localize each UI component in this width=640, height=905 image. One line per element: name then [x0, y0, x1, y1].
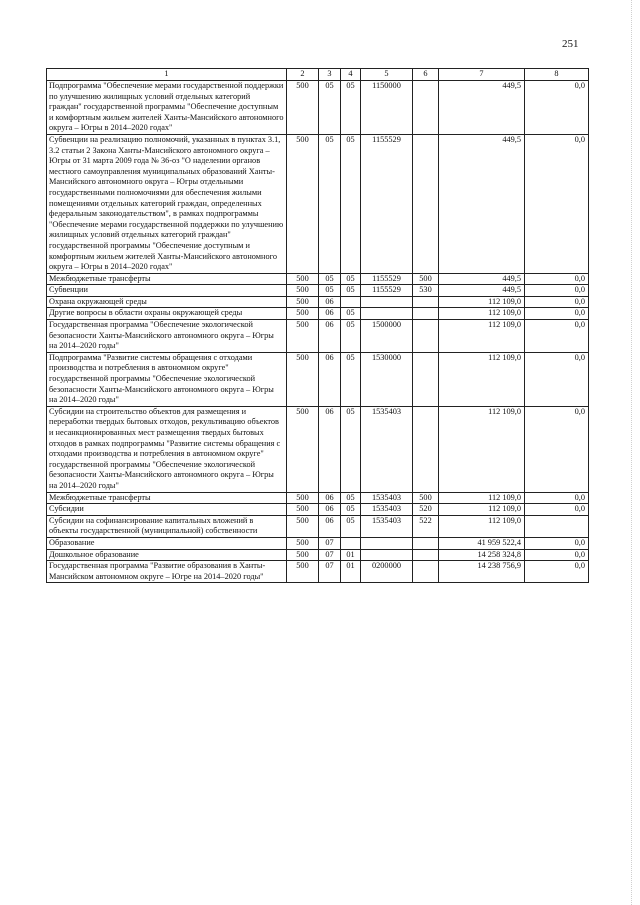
- subsection-cell: 05: [341, 320, 361, 353]
- section-cell: 06: [319, 320, 341, 353]
- target-article-cell: [361, 308, 413, 320]
- table-row: [47, 549, 589, 561]
- target-article-cell: 1155529: [361, 285, 413, 297]
- expense-type-cell: [413, 406, 439, 492]
- amount-cell: 449,5: [439, 134, 525, 273]
- amount-cell: 112 109,0: [439, 515, 525, 537]
- row-name-cell: Субвенции: [47, 285, 287, 297]
- row-name-cell: Подпрограмма "Развитие системы обращения с отходами производства и потребления в автономном округе" государственной программы "Обеспечение экологической безопасности Ханты-Мансийского автономного округа – Югры на 2014–2020 годы": [47, 352, 287, 406]
- subsection-cell: 05: [341, 504, 361, 516]
- admin-code-cell: 500: [287, 134, 319, 273]
- subsection-cell: 05: [341, 285, 361, 297]
- admin-code-cell: 500: [287, 273, 319, 285]
- expense-type-cell: [413, 308, 439, 320]
- admin-code-cell: 500: [287, 492, 319, 504]
- expense-type-cell: [413, 320, 439, 353]
- section-cell: 06: [319, 352, 341, 406]
- admin-code-cell: 500: [287, 549, 319, 561]
- amount-cell: 449,5: [439, 81, 525, 135]
- section-cell: 06: [319, 308, 341, 320]
- table-row: [47, 561, 589, 583]
- row-name-cell: Субсидии на софинансирование капитальных вложений в объекты государственной (муниципальной) собственности: [47, 515, 287, 537]
- column-header: 1: [47, 69, 287, 81]
- column-header: 6: [413, 69, 439, 81]
- table-body: [47, 81, 589, 583]
- subsection-cell: 05: [341, 406, 361, 492]
- target-article-cell: 1535403: [361, 492, 413, 504]
- federal-amount-cell: 0,0: [525, 273, 589, 285]
- admin-code-cell: 500: [287, 285, 319, 297]
- amount-cell: 41 959 522,4: [439, 537, 525, 549]
- expense-type-cell: 500: [413, 273, 439, 285]
- expense-type-cell: [413, 352, 439, 406]
- subsection-cell: 05: [341, 273, 361, 285]
- column-header: 3: [319, 69, 341, 81]
- federal-amount-cell: 0,0: [525, 549, 589, 561]
- amount-cell: 449,5: [439, 285, 525, 297]
- federal-amount-cell: 0,0: [525, 308, 589, 320]
- table-row: [47, 492, 589, 504]
- federal-amount-cell: [525, 515, 589, 537]
- amount-cell: 14 258 324,8: [439, 549, 525, 561]
- row-name-cell: Межбюджетные трансферты: [47, 492, 287, 504]
- admin-code-cell: 500: [287, 352, 319, 406]
- row-name-cell: Субсидии на строительство объектов для размещения и переработки твердых бытовых отходов, рекультивацию объектов и несанкционированных мест размещения твердых бытовых отходов в рамках подпрограммы "Развитие системы обращения с отходами производства и потребления в автономном округе" государственной программы "Обеспечение экологической безопасности Ханты-Мансийского автономного округа – Югры на 2014–2020 годы": [47, 406, 287, 492]
- admin-code-cell: 500: [287, 561, 319, 583]
- row-name-cell: Подпрограмма "Обеспечение мерами государственной поддержки по улучшению жилищных условий отдельных категорий граждан" государственной программы "Обеспечение доступным и комфортным жильем жителей Ханты-Мансийского автономного округа – Югры в 2014–2020 годах": [47, 81, 287, 135]
- section-cell: 06: [319, 296, 341, 308]
- section-cell: 07: [319, 549, 341, 561]
- target-article-cell: 1150000: [361, 81, 413, 135]
- amount-cell: 112 109,0: [439, 296, 525, 308]
- admin-code-cell: 500: [287, 296, 319, 308]
- table-row: [47, 406, 589, 492]
- expense-type-cell: [413, 549, 439, 561]
- subsection-cell: [341, 296, 361, 308]
- row-name-cell: Субсидии: [47, 504, 287, 516]
- expense-type-cell: [413, 537, 439, 549]
- federal-amount-cell: 0,0: [525, 320, 589, 353]
- expense-type-cell: 500: [413, 492, 439, 504]
- subsection-cell: 05: [341, 492, 361, 504]
- federal-amount-cell: 0,0: [525, 296, 589, 308]
- table-row: [47, 285, 589, 297]
- subsection-cell: 05: [341, 352, 361, 406]
- section-cell: 06: [319, 504, 341, 516]
- row-name-cell: Образование: [47, 537, 287, 549]
- target-article-cell: [361, 537, 413, 549]
- subsection-cell: 05: [341, 515, 361, 537]
- row-name-cell: Дошкольное образование: [47, 549, 287, 561]
- section-cell: 06: [319, 406, 341, 492]
- table-row: [47, 515, 589, 537]
- table-row: [47, 320, 589, 353]
- federal-amount-cell: 0,0: [525, 81, 589, 135]
- section-cell: 06: [319, 515, 341, 537]
- target-article-cell: 1535403: [361, 406, 413, 492]
- target-article-cell: 1500000: [361, 320, 413, 353]
- subsection-cell: 05: [341, 81, 361, 135]
- table-row: [47, 296, 589, 308]
- section-cell: 07: [319, 561, 341, 583]
- expense-type-cell: 522: [413, 515, 439, 537]
- section-cell: 07: [319, 537, 341, 549]
- expense-type-cell: 530: [413, 285, 439, 297]
- admin-code-cell: 500: [287, 320, 319, 353]
- expense-type-cell: [413, 134, 439, 273]
- table-row: [47, 134, 589, 273]
- amount-cell: 112 109,0: [439, 320, 525, 353]
- target-article-cell: 0200000: [361, 561, 413, 583]
- target-article-cell: 1530000: [361, 352, 413, 406]
- row-name-cell: Субвенции на реализацию полномочий, указанных в пунктах 3.1, 3.2 статьи 2 Закона Ханты-Мансийского автономного округа – Югры от 31 марта 2009 года № 36-оз "О наделении органов местного самоуправления муниципальных образований Ханты-Мансийского автономного округа – Югры отдельными государственными полномочиями для обеспечения жилыми помещениями отдельных категорий граждан, определенных федеральным законодательством", в рамках подпрограммы "Обеспечение мерами государственной поддержки по улучшению жилищных условий отдельных категорий граждан" государственной программы "Обеспечение доступным и комфортным жильем жителей Ханты-Мансийского автономного округа – Югры в 2014–2020 годах": [47, 134, 287, 273]
- subsection-cell: 05: [341, 134, 361, 273]
- scan-edge: [629, 0, 632, 905]
- federal-amount-cell: 0,0: [525, 134, 589, 273]
- target-article-cell: 1155529: [361, 134, 413, 273]
- subsection-cell: [341, 537, 361, 549]
- amount-cell: 112 109,0: [439, 308, 525, 320]
- federal-amount-cell: 0,0: [525, 504, 589, 516]
- federal-amount-cell: 0,0: [525, 492, 589, 504]
- amount-cell: 449,5: [439, 273, 525, 285]
- federal-amount-cell: 0,0: [525, 352, 589, 406]
- section-cell: 05: [319, 285, 341, 297]
- table-row: [47, 352, 589, 406]
- amount-cell: 112 109,0: [439, 504, 525, 516]
- expense-type-cell: 520: [413, 504, 439, 516]
- budget-table: [46, 68, 589, 583]
- admin-code-cell: 500: [287, 308, 319, 320]
- column-header: 4: [341, 69, 361, 81]
- federal-amount-cell: 0,0: [525, 406, 589, 492]
- subsection-cell: 01: [341, 549, 361, 561]
- table-row: [47, 81, 589, 135]
- expense-type-cell: [413, 296, 439, 308]
- target-article-cell: 1535403: [361, 515, 413, 537]
- section-cell: 05: [319, 273, 341, 285]
- target-article-cell: 1155529: [361, 273, 413, 285]
- amount-cell: 112 109,0: [439, 492, 525, 504]
- admin-code-cell: 500: [287, 537, 319, 549]
- target-article-cell: 1535403: [361, 504, 413, 516]
- table-row: [47, 273, 589, 285]
- admin-code-cell: 500: [287, 406, 319, 492]
- row-name-cell: Другие вопросы в области охраны окружающей среды: [47, 308, 287, 320]
- column-header: 8: [525, 69, 589, 81]
- column-header: 7: [439, 69, 525, 81]
- amount-cell: 112 109,0: [439, 352, 525, 406]
- amount-cell: 112 109,0: [439, 406, 525, 492]
- admin-code-cell: 500: [287, 515, 319, 537]
- row-name-cell: Охрана окружающей среды: [47, 296, 287, 308]
- subsection-cell: 05: [341, 308, 361, 320]
- row-name-cell: Государственная программа "Развитие образования в Ханты-Мансийском автономном округе – Югре на 2014–2020 годы": [47, 561, 287, 583]
- table-row: [47, 537, 589, 549]
- federal-amount-cell: 0,0: [525, 537, 589, 549]
- subsection-cell: 01: [341, 561, 361, 583]
- expense-type-cell: [413, 81, 439, 135]
- section-cell: 05: [319, 81, 341, 135]
- table-row: [47, 504, 589, 516]
- amount-cell: 14 238 756,9: [439, 561, 525, 583]
- federal-amount-cell: 0,0: [525, 285, 589, 297]
- column-header: 5: [361, 69, 413, 81]
- section-cell: 05: [319, 134, 341, 273]
- column-header: 2: [287, 69, 319, 81]
- section-cell: 06: [319, 492, 341, 504]
- page-number: 251: [562, 38, 579, 50]
- header-row: [47, 69, 589, 81]
- admin-code-cell: 500: [287, 504, 319, 516]
- expense-type-cell: [413, 561, 439, 583]
- row-name-cell: Межбюджетные трансферты: [47, 273, 287, 285]
- table-row: [47, 308, 589, 320]
- admin-code-cell: 500: [287, 81, 319, 135]
- federal-amount-cell: 0,0: [525, 561, 589, 583]
- target-article-cell: [361, 549, 413, 561]
- target-article-cell: [361, 296, 413, 308]
- row-name-cell: Государственная программа "Обеспечение экологической безопасности Ханты-Мансийского автономного округа – Югры на 2014–2020 годы": [47, 320, 287, 353]
